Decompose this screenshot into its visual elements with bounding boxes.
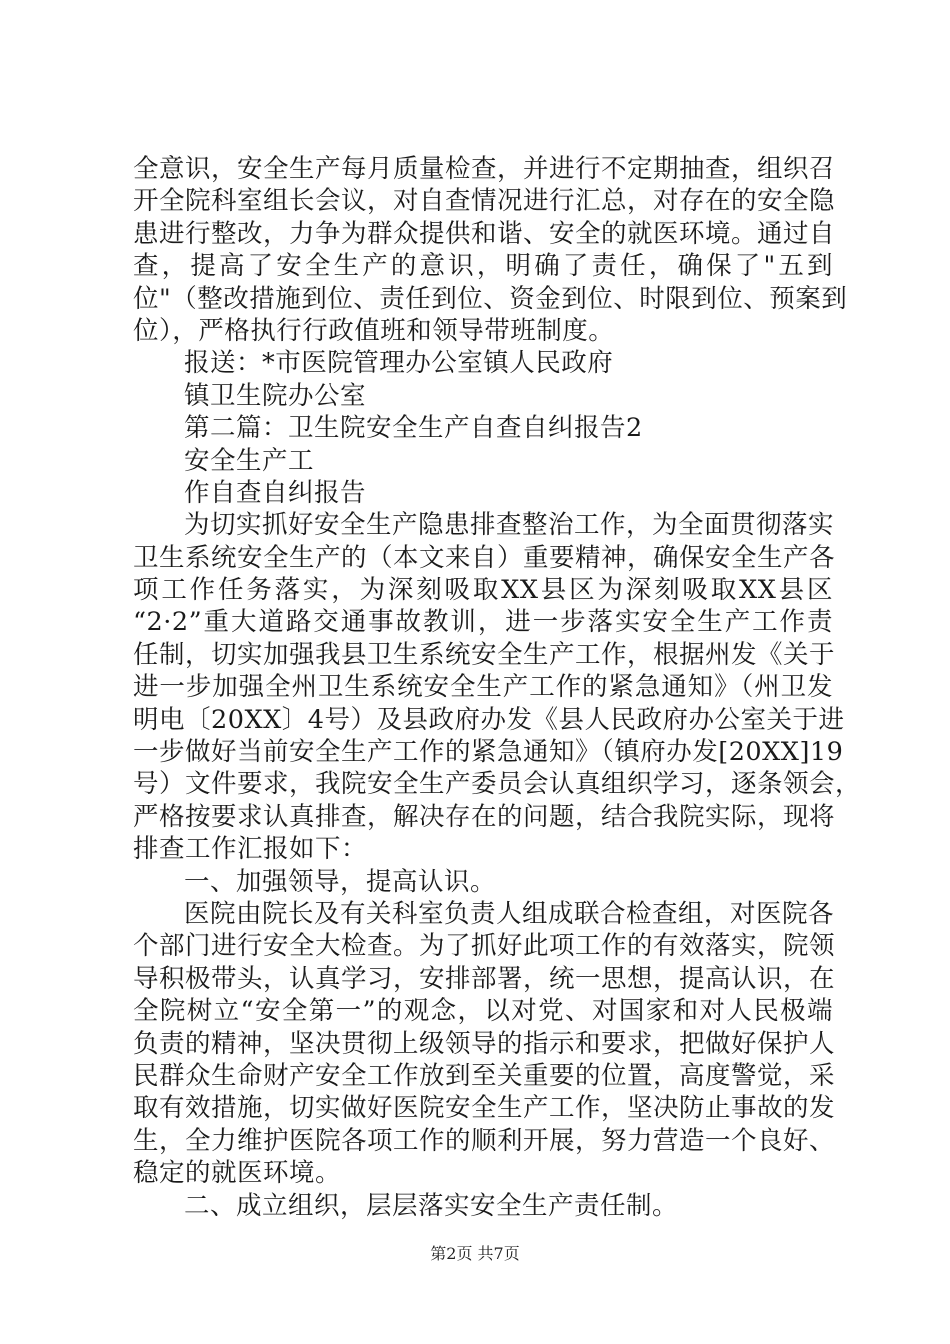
- text-line: 负责的精神，坚决贯彻上级领导的指示和要求，把做好保护人: [133, 1028, 836, 1059]
- text-line: 卫生系统安全生产的（本文来自）重要精神，确保安全生产各: [133, 542, 836, 573]
- report-title-line: 作自查自纠报告: [184, 477, 367, 508]
- text-line: 开全院科室组长会议，对自查情况进行汇总，对存在的安全隐: [133, 186, 836, 217]
- text-line: 明电〔20XX〕4号）及县政府办发《县人民政府办公室关于进: [133, 704, 845, 735]
- text-line: 任制，切实加强我县卫生系统安全生产工作，根据州发《关于: [133, 639, 836, 670]
- text-line: 个部门进行安全大检查。为了抓好此项工作的有效落实，院领: [133, 931, 836, 962]
- text-line: 号）文件要求，我院安全生产委员会认真组织学习，逐条领会，: [133, 769, 862, 800]
- section-heading: 一、加强领导，提高认识。: [184, 866, 497, 897]
- text-line: 取有效措施，切实做好医院安全生产工作，坚决防止事故的发: [133, 1093, 836, 1124]
- text-line: 稳定的就医环境。: [133, 1158, 342, 1189]
- text-line: 一步做好当前安全生产工作的紧急通知》（镇府办发[20XX]19: [133, 737, 844, 768]
- text-line: 位"（整改措施到位、责任到位、资金到位、时限到位、预案到: [133, 283, 848, 314]
- text-line: 生，全力维护医院各项工作的顺利开展，努力营造一个良好、: [133, 1125, 836, 1156]
- document-body: [133, 153, 862, 1222]
- text-line: 为切实抓好安全生产隐患排查整治工作，为全面贯彻落实: [184, 510, 835, 541]
- page-number: 第2页 共7页: [430, 1244, 520, 1263]
- text-line: 镇卫生院办公室: [184, 380, 367, 411]
- text-line: 报送：*市医院管理办公室镇人民政府: [184, 348, 614, 379]
- text-line: 排查工作汇报如下：: [133, 834, 368, 865]
- text-line: 项工作任务落实，为深刻吸取XX县区为深刻吸取XX县区: [133, 575, 833, 606]
- text-line: 查，提高了安全生产的意识，明确了责任，确保了"五到: [133, 251, 833, 282]
- text-line: “2·2”重大道路交通事故教训，进一步落实安全生产工作责: [133, 607, 833, 638]
- report-title-line: 安全生产工: [184, 445, 315, 476]
- text-line: 医院由院长及有关科室负责人组成联合检查组，对医院各: [184, 898, 835, 929]
- text-line: 进一步加强全州卫生系统安全生产工作的紧急通知》（州卫发: [133, 672, 833, 703]
- text-line: 患进行整改，力争为群众提供和谐、安全的就医环境。通过自: [133, 218, 836, 249]
- text-line: 全意识，安全生产每月质量检查，并进行不定期抽查，组织召: [133, 154, 836, 184]
- section-heading: 第二篇：卫生院安全生产自查自纠报告2: [184, 413, 643, 444]
- text-line: 民群众生命财产安全工作放到至关重要的位置，高度警觉，采: [133, 1060, 836, 1091]
- text-line: 位），严格执行行政值班和领导带班制度。: [133, 315, 615, 346]
- text-line: 全院树立“安全第一”的观念，以对党、对国家和对人民极端: [133, 996, 833, 1027]
- text-line: 导积极带头，认真学习，安排部署，统一思想，提高认识，在: [133, 963, 836, 994]
- text-line: 严格按要求认真排查，解决存在的问题，结合我院实际，现将: [133, 801, 836, 832]
- section-heading: 二、成立组织，层层落实安全生产责任制。: [184, 1190, 679, 1221]
